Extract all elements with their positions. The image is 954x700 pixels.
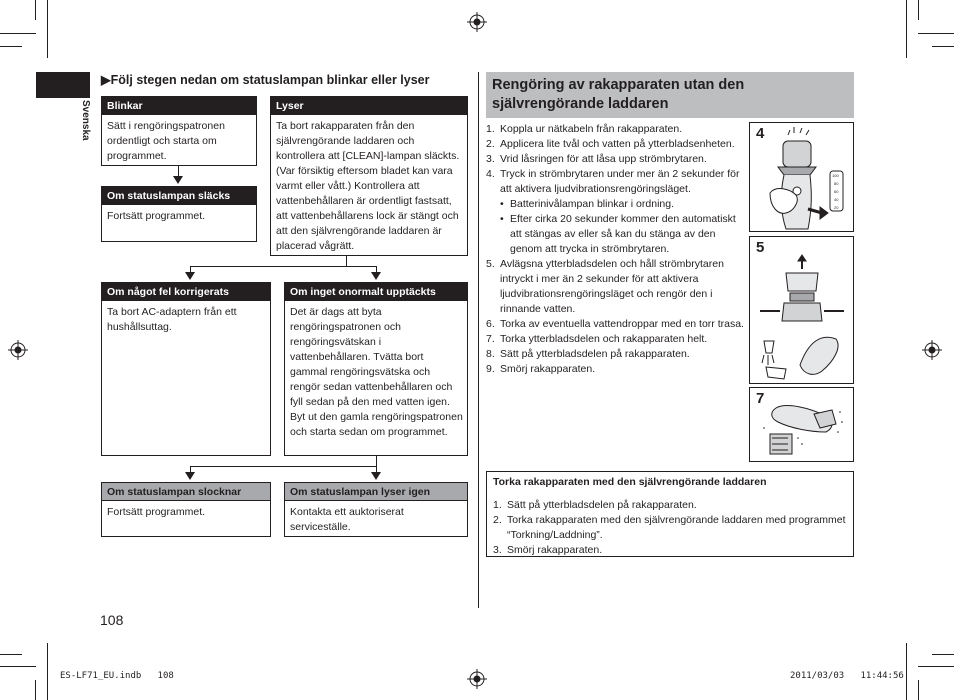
box-fel-korrigerats bbox=[101, 282, 271, 456]
crop-mark bbox=[0, 654, 22, 655]
figure-4 bbox=[749, 122, 854, 232]
connector-line bbox=[376, 456, 377, 466]
box-title: Om statuslampan släcks bbox=[102, 187, 256, 205]
step-subitem: • Batterinivålampan blinkar i ordning. bbox=[500, 198, 675, 210]
box-body: Sätt i rengöringspatronen ordentligt och starta om programmet. bbox=[107, 120, 225, 162]
box-body: Det är dags att byta rengöringspatronen och rengöringsvätskan i vattenbehållaren. Tvätta bort gammal rengöringsvätska och rengör sedan vattenbehållaren och fyll sedan på den med vatten igen. Byt ut den gamla rengöringspatronen och starta sedan om programmet. bbox=[290, 306, 463, 438]
arrow-down-icon bbox=[371, 472, 381, 480]
connector-line bbox=[190, 466, 377, 467]
svg-text:80: 80 bbox=[834, 181, 839, 186]
box-body: Ta bort rakapparaten från den självrengörande laddaren och kontrollera att [CLEAN]-lampan släckts. (Var försiktig eftersom bladet kan vara varmt eller vått.) Kontrollera att vattenbehållaren är ordentligt fastsatt, att vattenbehållarens lock är stängt och att den självrengörande laddaren är placerad vågrätt. bbox=[276, 120, 460, 252]
crop-mark bbox=[0, 33, 36, 34]
tip-step-item: 3. Smörj rakapparaten. bbox=[493, 544, 603, 556]
connector-line bbox=[178, 166, 179, 176]
box-body: Fortsätt programmet. bbox=[107, 210, 206, 222]
figure-7 bbox=[749, 387, 854, 462]
box-slacks bbox=[101, 186, 257, 242]
footer-filename: ES-LF71_EU.indb 108 bbox=[60, 671, 174, 681]
step-item: 5. Avlägsna ytterbladsdelen och håll strömbrytaren intryckt i mer än 2 sekunder för att aktivera ljudvibrationsrengöringsläget och rengör den i rinnande vatten. bbox=[486, 258, 724, 315]
language-tab bbox=[36, 72, 90, 98]
arrow-down-icon bbox=[185, 272, 195, 280]
crop-mark bbox=[47, 0, 48, 58]
flowchart-heading: ▶Följ stegen nedan om statuslampan blinkar eller lyser bbox=[101, 73, 430, 87]
step-item: 8. Sätt på ytterbladsdelen på rakapparaten. bbox=[486, 348, 690, 360]
step-item: 2. Applicera lite tvål och vatten på ytterbladsenheten. bbox=[486, 138, 735, 150]
box-title: Om statuslampan lyser igen bbox=[285, 483, 467, 501]
crop-mark bbox=[35, 0, 36, 20]
tip-step-item: 1. Sätt på ytterbladsdelen på rakapparaten. bbox=[493, 499, 697, 511]
crop-mark bbox=[932, 654, 954, 655]
box-title: Blinkar bbox=[102, 97, 256, 115]
tip-steps bbox=[487, 490, 853, 558]
box-lyser-igen bbox=[284, 482, 468, 537]
language-label: Svenska bbox=[80, 100, 91, 141]
step-subitem: • Efter cirka 20 sekunder kommer den automatiskt att stängas av eller så kan du stänga av den genom att trycka in strömbrytaren. bbox=[500, 213, 736, 255]
shaver-dry-illustration-icon bbox=[750, 388, 853, 461]
crop-mark bbox=[35, 680, 36, 700]
crop-mark bbox=[918, 666, 954, 667]
shaver-power-switch-illustration-icon bbox=[750, 123, 853, 231]
column-divider bbox=[478, 72, 479, 608]
registration-mark-icon bbox=[922, 340, 942, 360]
box-title: Lyser bbox=[271, 97, 467, 115]
box-blinkar bbox=[101, 96, 257, 166]
connector-line bbox=[190, 266, 377, 267]
box-slocknar bbox=[101, 482, 271, 537]
registration-mark-icon bbox=[467, 669, 487, 689]
step-item: 7. Torka ytterbladsdelen och rakapparaten helt. bbox=[486, 333, 708, 345]
footer-timestamp: 2011/03/03 11:44:56 bbox=[790, 671, 904, 681]
crop-mark bbox=[906, 0, 907, 58]
step-item: 9. Smörj rakapparaten. bbox=[486, 363, 596, 375]
arrow-down-icon bbox=[371, 272, 381, 280]
registration-mark-icon bbox=[467, 12, 487, 32]
svg-text:100: 100 bbox=[832, 173, 839, 178]
box-title: Om statuslampan slocknar bbox=[102, 483, 270, 501]
play-arrow-icon: ▶ bbox=[101, 73, 111, 87]
crop-mark bbox=[906, 643, 907, 700]
crop-mark bbox=[932, 46, 954, 47]
section-title: Rengöring av rakapparaten utan den självrengörande laddaren bbox=[486, 72, 854, 118]
step-item: 6. Torka av eventuella vattendroppar med en torr trasa. bbox=[486, 318, 744, 330]
figure-label: 4 bbox=[756, 125, 765, 142]
crop-mark bbox=[918, 680, 919, 700]
arrow-down-icon bbox=[173, 176, 183, 184]
crop-mark bbox=[47, 643, 48, 700]
crop-mark bbox=[918, 33, 954, 34]
figure-label: 7 bbox=[756, 390, 765, 407]
figure-5 bbox=[749, 236, 854, 384]
svg-text:60: 60 bbox=[834, 189, 839, 194]
box-inget-onormalt bbox=[284, 282, 468, 456]
step-item: 3. Vrid låsringen för att låsa upp strömbrytaren. bbox=[486, 153, 707, 165]
box-lyser bbox=[270, 96, 468, 256]
crop-mark bbox=[918, 0, 919, 20]
shaver-rinse-illustration-icon bbox=[750, 237, 853, 383]
drying-tip-box bbox=[486, 471, 854, 557]
box-body: Fortsätt programmet. bbox=[107, 506, 206, 518]
figure-label: 5 bbox=[756, 239, 765, 256]
cleaning-steps bbox=[486, 122, 748, 377]
crop-mark bbox=[0, 46, 22, 47]
tip-title: Torka rakapparaten med den självrengörande laddaren bbox=[493, 476, 767, 488]
arrow-down-icon bbox=[185, 472, 195, 480]
registration-mark-icon bbox=[8, 340, 28, 360]
box-title: Om inget onormalt upptäckts bbox=[285, 283, 467, 301]
crop-mark bbox=[0, 666, 36, 667]
box-body: Ta bort AC-adaptern från ett hushållsuttag. bbox=[107, 306, 237, 333]
svg-text:40: 40 bbox=[834, 197, 839, 202]
box-body: Kontakta ett auktoriserat serviceställe. bbox=[290, 506, 404, 533]
svg-text:20: 20 bbox=[834, 205, 839, 210]
tip-step-item: 2. Torka rakapparaten med den självrengörande laddaren med programmet “Torkning/Laddning”. bbox=[493, 514, 846, 541]
step-item: 1. Koppla ur nätkabeln från rakapparaten. bbox=[486, 123, 683, 135]
connector-line bbox=[346, 256, 347, 266]
page-number: 108 bbox=[100, 612, 124, 628]
box-title: Om något fel korrigerats bbox=[102, 283, 270, 301]
step-item: 4. Tryck in strömbrytaren under mer än 2 sekunder för att aktivera ljudvibrationsrengöringsläget. bbox=[486, 168, 740, 195]
